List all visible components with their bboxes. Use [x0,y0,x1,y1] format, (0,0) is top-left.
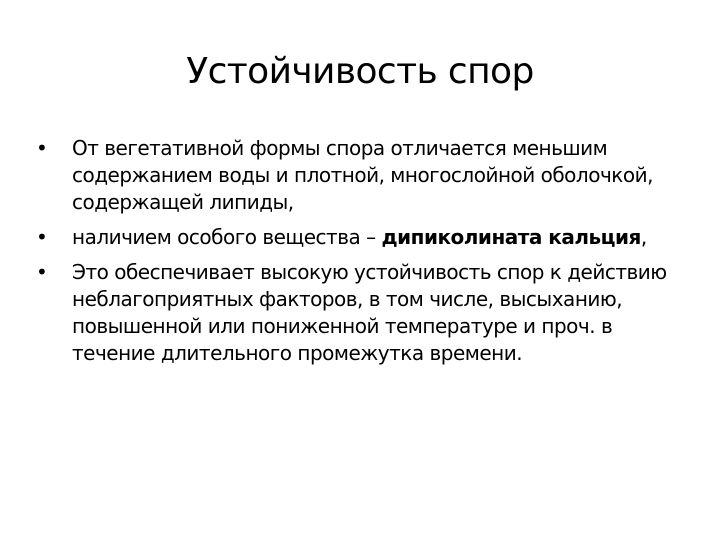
bullet-item [36,224,676,251]
bullet-list [36,135,676,375]
bullet-text: наличием особого вещества – [72,225,382,249]
bullet-text: От вегетативной формы спора отличается меньшим содержанием воды и плотной, многослойной оболочкой, содержащей липиды, [72,136,653,214]
slide-title: Устойчивость спор [186,51,534,92]
bullet-icon: • [36,260,48,284]
bold-term: дипиколината кальция [381,225,641,249]
bullet-icon: • [36,225,48,249]
bullet-text-suffix: , [640,225,647,249]
bullet-item [36,259,676,367]
bullet-icon: • [36,136,48,160]
bullet-text: Это обеспечивает высокую устойчивость спор к действию неблагоприятных факторов, в том числе, высыханию, повышенной или пониженной температуре и проч. в течение длительного промежутка времени. [72,260,667,365]
bullet-item [36,135,676,216]
